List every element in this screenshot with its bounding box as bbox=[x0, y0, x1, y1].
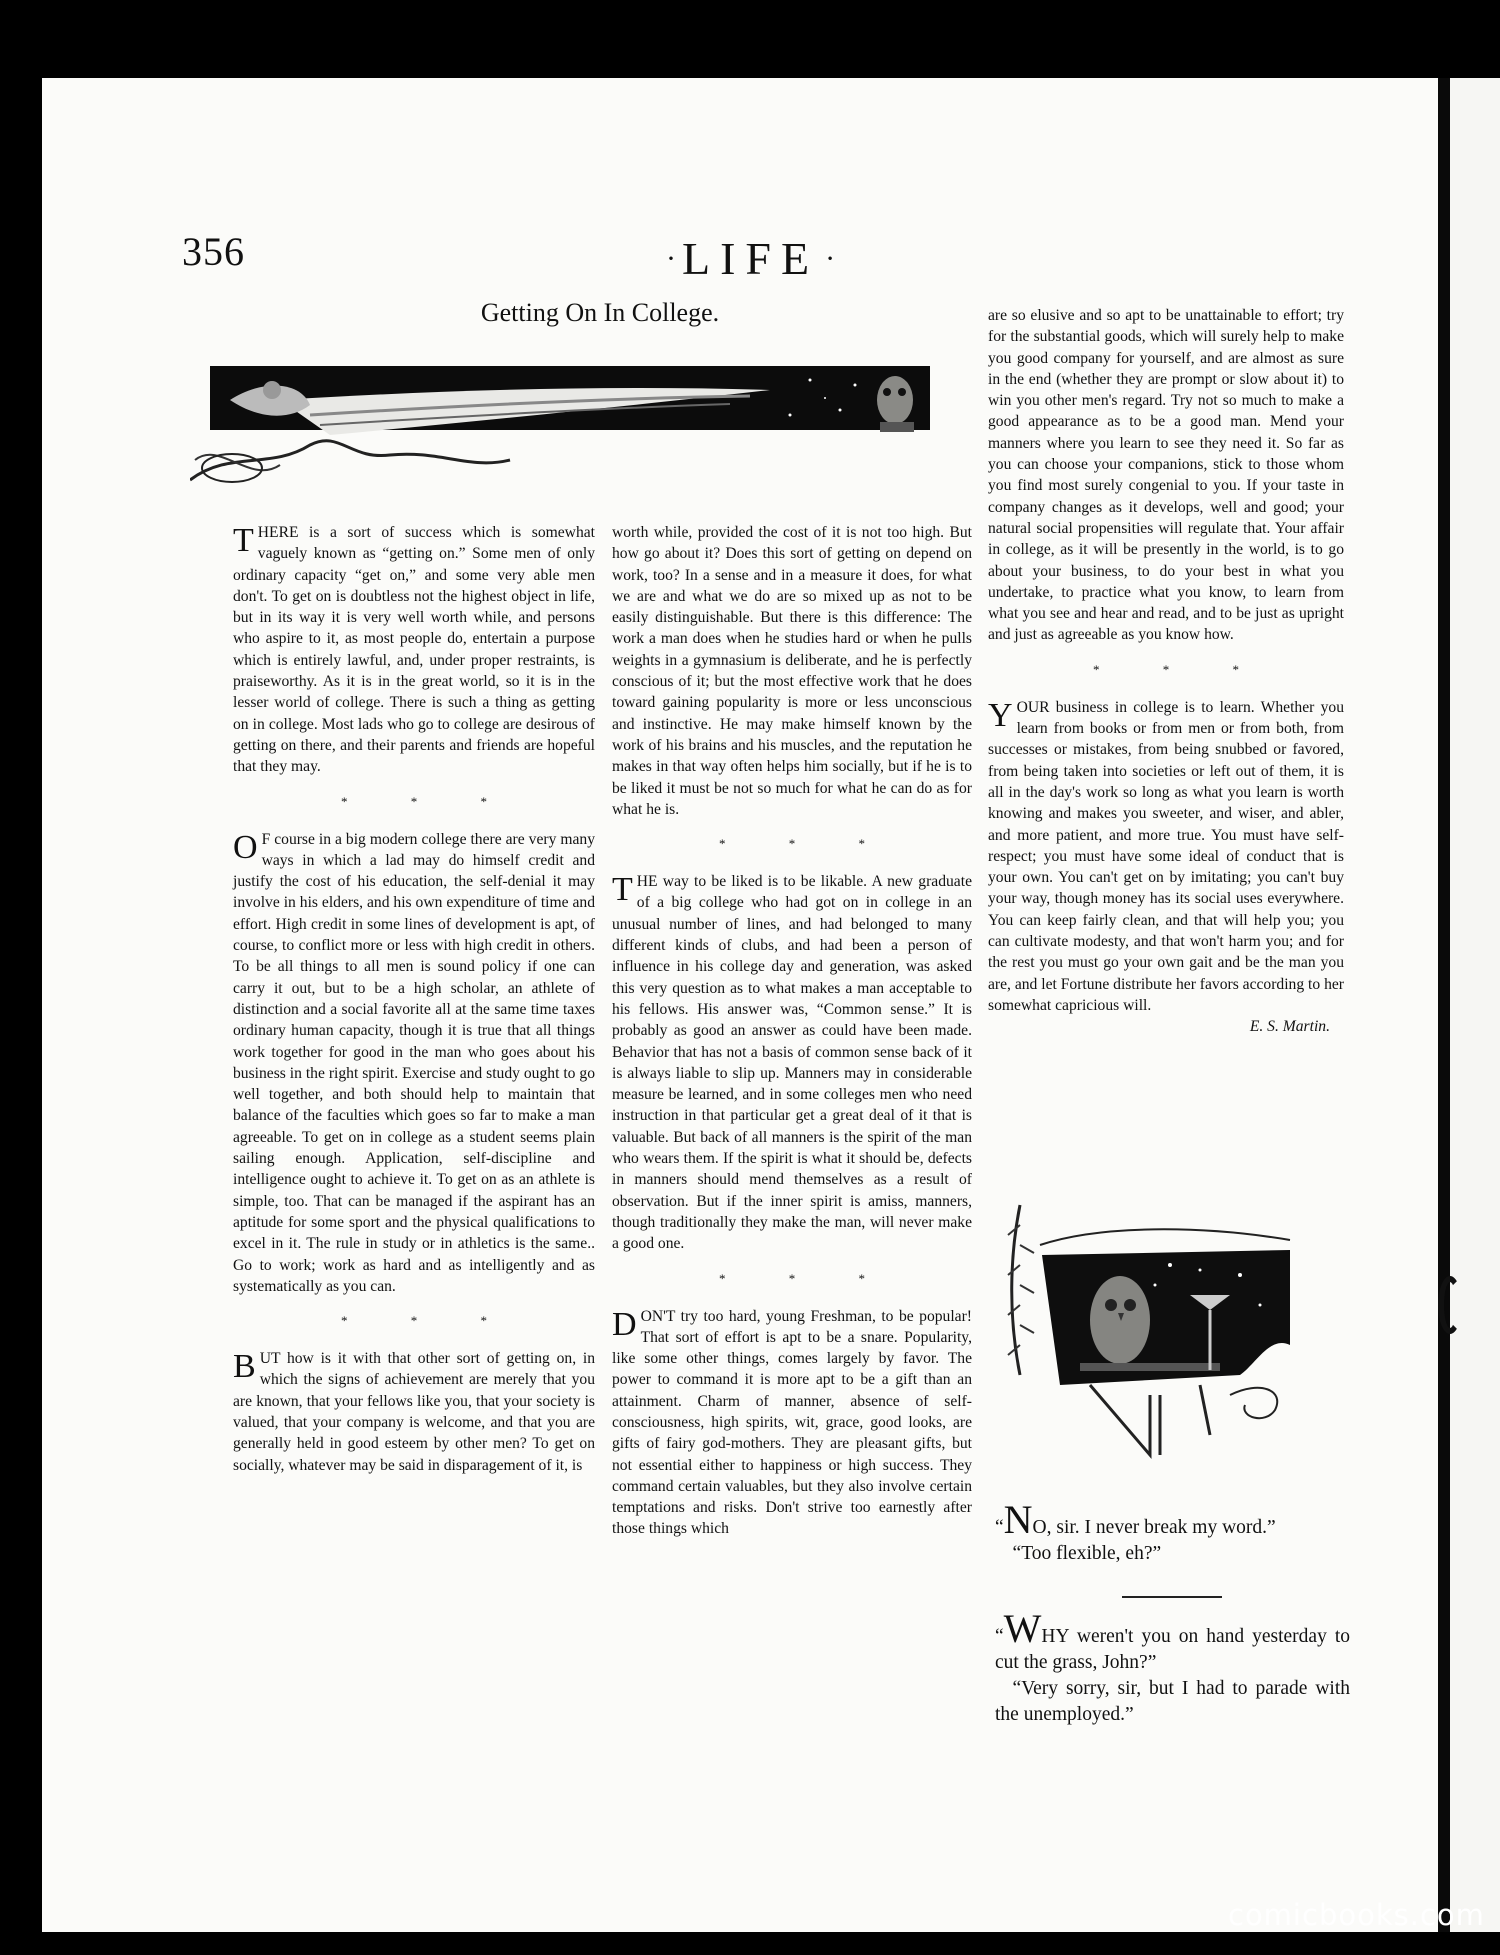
section-separator: * * * bbox=[719, 836, 895, 852]
paragraph-3 bbox=[233, 1348, 595, 1476]
page-gutter bbox=[1438, 78, 1450, 1932]
joke-drop-cap: N bbox=[1003, 1497, 1033, 1542]
header-illustration bbox=[190, 360, 965, 495]
joke-line bbox=[995, 1497, 1350, 1542]
joke-text: HY weren't you on hand yesterday to cut the grass, John?” bbox=[995, 1626, 1350, 1673]
paragraph-text: HERE is a sort of success which is somewhat vaguely known as “getting on.” Some men of only ordinary capacity “get on,” and some very able men don't. To get on is doubtless not the highest object in life, but in its way it is very well worth while, and persons who aspire to it, as most people do, entertain a purpose which is entirely lawful, and, under proper restraints, is praiseworthy. As it is in the great world, so it is in the lesser world of college. There is such a thing as getting on in college. Most lads who go to college are desirous of getting on there, and their parents and friends are hopeful that they may. bbox=[233, 524, 595, 776]
page-number: 356 bbox=[182, 229, 245, 274]
paragraph-1 bbox=[233, 522, 595, 778]
masthead bbox=[660, 232, 841, 285]
author-signature: E. S. Martin. bbox=[1249, 1018, 1330, 1036]
section-separator: * * * bbox=[1093, 661, 1269, 677]
section-separator: * * * bbox=[719, 1270, 895, 1286]
joke-line bbox=[995, 1606, 1350, 1676]
section-separator: * * * bbox=[341, 1313, 517, 1329]
paragraph-text: UT how is it with that other sort of getting on, in which the signs of achievement are merely that you are known, that your fellows like you, that your society is valued, that your company is welcome, and that you are generally held in good esteem by other men? To get on socially, whatever may be said in disparagement of it, is bbox=[233, 1350, 595, 1474]
paragraph-text: OUR business in college is to learn. Whether you learn from books or from men or from both, from successes or mistakes, from being snubbed or favored, from being taken into societies or left out of them, it is all in the day's work so long as what you learn is worth knowing and makes you sweeter, and wiser, and abler, and more patient, and more true. You must have self-respect; you must have some ideal of conduct that is your own. You can't get on by imitating; you can't buy your way, though money has its social uses everywhere. You can keep fairly clean, and that will help you; you can cultivate modesty, and that won't harm you; and for the rest you must go your own gait and be the man you are, and let Fortune distribute her favors according to her somewhat capricious will. bbox=[988, 698, 1344, 1014]
paragraph-2 bbox=[233, 829, 595, 1298]
paragraph-text: worth while, provided the cost of it is not too high. But how go about it? Does this sort of getting on depend on work, too? In a sense and in a measure it does, for what we are and what we do are so mixed up as not to be easily distinguishable. But there is this difference: The work a man does when he studies hard or when he pulls weights in a gymnasium is deliberate, and he is perfectly conscious of it; but the most effective work that he does toward gaining popularity is more or less unconscious and instinctive. He may make himself known by the work of his brains and his muscles, and the reputation he makes in that way often helps him socially, but if he is to be liked it must be not so much for what he can do as for what he is. bbox=[612, 524, 972, 818]
paragraph-4 bbox=[612, 871, 972, 1254]
joke-divider bbox=[1122, 1596, 1222, 1598]
joke-drop-cap: W bbox=[1003, 1606, 1042, 1651]
drop-cap: B bbox=[233, 1348, 256, 1386]
paragraph-continued bbox=[612, 522, 972, 820]
masthead-title: LIFE bbox=[682, 233, 820, 284]
paragraph-text: are so elusive and so apt to be unattainable to effort; try for the substantial goods, which will surely help to make you good company for yourself, and are almost as sure in the end (whether they are prompt or slow about it) to win you other men's regard. Try not so much to make a good appearance as to be a good man. Mend your manners where you learn to see they need it. So far as you can choose your companions, stick to those whom you find most surely congenial to you. If your taste in company changes as it develops, well and good; your natural social propensities will regulate that. Your affair in college, as it will be presently in the world, is to go about your business, to do your best in what you undertake, to practice what you know, to learn from what you see and hear and read, and to be just as upright and just as agreeable as you know how. bbox=[988, 307, 1344, 644]
joke-2 bbox=[995, 1606, 1350, 1728]
adjacent-page-letter bbox=[1438, 1276, 1462, 1334]
drop-cap: D bbox=[612, 1305, 637, 1343]
adjacent-page-edge bbox=[1450, 78, 1500, 1932]
joke-reply: “Too flexible, eh?” bbox=[1012, 1543, 1162, 1564]
joke-open-quote: “ bbox=[995, 1517, 1004, 1538]
article-column-3 bbox=[988, 305, 1344, 1038]
drop-cap: T bbox=[233, 522, 254, 559]
paragraph-5 bbox=[612, 1306, 972, 1540]
masthead-dot-right: · bbox=[825, 242, 836, 275]
article-column-2 bbox=[612, 522, 972, 1540]
paragraph-text: ON'T try too hard, young Freshman, to be popular! That sort of effort is apt to be a snare. Popularity, like some other things, comes largely by favor. The power to command it is more apt to be a gift than an attainment. Charm of manner, absence of self-consciousness, high spirits, wit, grace, good looks, are gifts of fairy god-mothers. They are pleasant gifts, but not essential either to happiness or high success. They command certain valuables, but they also involve certain temptations and risks. Don't strive too earnestly after those things which bbox=[612, 1307, 972, 1538]
drop-cap: O bbox=[233, 828, 258, 866]
paragraph-text: HE way to be liked is to be likable. A new graduate of a big college who had got on in college in an unusual number of lines, and had belonged to many different kinds of clubs, and had been a person of influence in his college day and generation, was asked this very question as to what makes a man acceptable to his fellows. His answer was, “Common sense.” It is probably as good an answer as could have been made. Behavior that has not a basis of common sense back of it is always liable to slip up. Manners may in considerable measure be learned, and in some colleges men who need instruction in that particular get a great deal of it that is valuable. But back of all manners is the spirit of the man who wears them. If the spirit is what it should be, defects in manners should mend themselves as a result of observation. But if the inner spirit is amiss, manners, though traditionally they make the man, will never make a good one. bbox=[612, 873, 972, 1253]
article-title: Getting On In College. bbox=[480, 298, 720, 327]
paragraph-text: F course in a big modern college there are very many ways in which a lad may do himself credit and justify the cost of his education, the self-denial it may involve in his elders, and his own expenditure of time and effort. High credit in some lines of development is apt, of course, to conflict more or less with high credit in others. To be all things to all men is sound policy if one can carry it out, but to be a high scholar, an athlete of distinction and a social favorite all at the same time taxes ordinary human capacity, though it is true that all things work together for good in the man who goes about his business in the right spirit. Exercise and study ought to go well together, and both should help to maintain that balance of the faculties which goes so far to make a man agreeable. To get on in college as a student seems plain sailing enough. Application, self-discipline and intelligence ought to achieve it. To get on as an athlete is simple, too. That can be managed if the aspirant has an aptitude for some sport and the physical qualifications to excel in it. The rule in study or in athletics is the same.. Go to work; work as hard and as intelligently and as systematically as you can. bbox=[233, 830, 595, 1295]
joke-1 bbox=[995, 1497, 1350, 1567]
drop-cap: Y bbox=[988, 696, 1013, 734]
watermark: comicbooks.com bbox=[1228, 1898, 1485, 1932]
owl-illustration bbox=[1000, 1195, 1320, 1480]
joke-reply: “Very sorry, sir, but I had to parade with the unemployed.” bbox=[995, 1678, 1350, 1725]
masthead-dot-left: · bbox=[666, 242, 676, 275]
joke-text: O, sir. I never break my word.” bbox=[1032, 1517, 1276, 1538]
article-column-1 bbox=[233, 522, 595, 1476]
drop-cap: T bbox=[612, 871, 633, 909]
joke-open-quote: “ bbox=[995, 1626, 1004, 1647]
paragraph-6 bbox=[988, 697, 1344, 1016]
paragraph-continued bbox=[988, 305, 1344, 646]
section-separator: * * * bbox=[341, 793, 517, 809]
